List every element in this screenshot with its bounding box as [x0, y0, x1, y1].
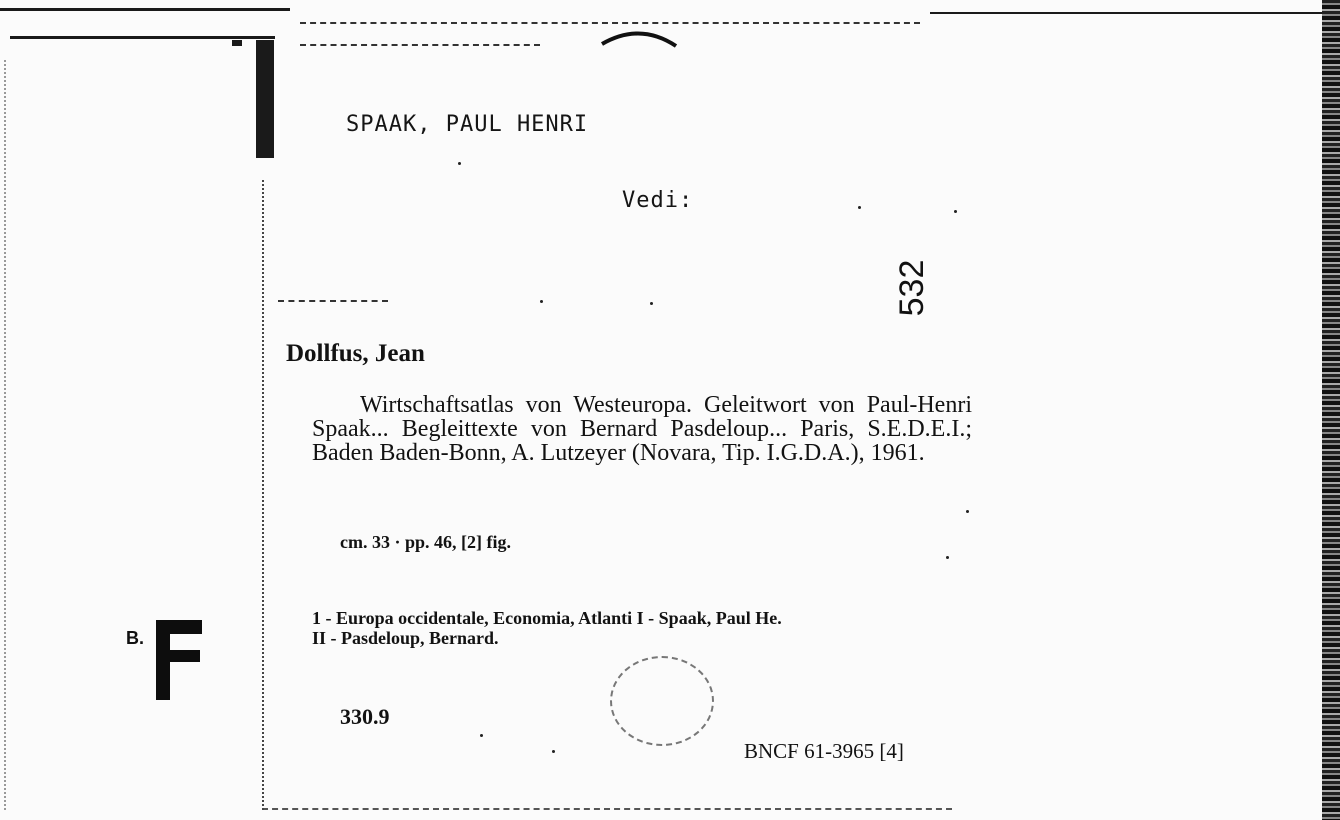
speck — [552, 750, 555, 753]
card-corner-vertical — [256, 40, 274, 158]
shelf-number: 532 — [893, 259, 931, 317]
speck — [540, 300, 543, 303]
bottom-dashed-line — [262, 808, 952, 810]
card-corner-horizontal — [10, 36, 275, 39]
scanner-edge-strip — [1322, 0, 1340, 820]
far-left-dotted-edge — [4, 60, 6, 810]
svg-text:B.: B. — [126, 628, 144, 648]
top-dashed-line — [300, 22, 920, 24]
speck — [954, 210, 957, 213]
speck — [946, 556, 949, 559]
classification-number: 330.9 — [340, 704, 390, 729]
speck — [650, 302, 653, 305]
bncf-number: BNCF 61-3965 [4] — [744, 739, 904, 763]
rule-line — [278, 300, 388, 302]
f-stamp — [126, 612, 216, 702]
torn-arc — [600, 26, 680, 50]
author-name: Dollfus, Jean — [286, 340, 425, 367]
left-dotted-edge — [262, 180, 264, 810]
see-label: Vedi: — [622, 188, 694, 213]
top-border-line-right — [930, 12, 1330, 14]
speck — [458, 162, 461, 165]
f-stamp-icon — [126, 612, 216, 702]
faded-stamp — [610, 656, 714, 746]
speck — [966, 510, 969, 513]
speck — [480, 734, 483, 737]
collation: cm. 33 · pp. 46, [2] fig. — [340, 532, 511, 552]
card-corner-shadow — [232, 40, 242, 46]
speck — [858, 206, 861, 209]
top-border-line — [0, 8, 290, 11]
subject-line-2: II - Pasdeloup, Bernard. — [312, 628, 499, 648]
top-dashed-line-2 — [300, 44, 540, 46]
card-heading: SPAAK, PAUL HENRI — [346, 112, 589, 137]
subject-line-1: 1 - Europa occidentale, Economia, Atlanti I - Spaak, Paul He. — [312, 608, 782, 628]
subject-headings — [312, 608, 782, 648]
bibliographic-description: Wirtschaftsatlas von Westeuropa. Geleitwort von Paul-Henri Spaak... Begleittexte von Bernard Pasdeloup... Paris, S.E.D.E.I.; Baden Baden-Bonn, A. Lutzeyer (Novara, Tip. I.G.D.A.), 1961. — [312, 392, 972, 466]
